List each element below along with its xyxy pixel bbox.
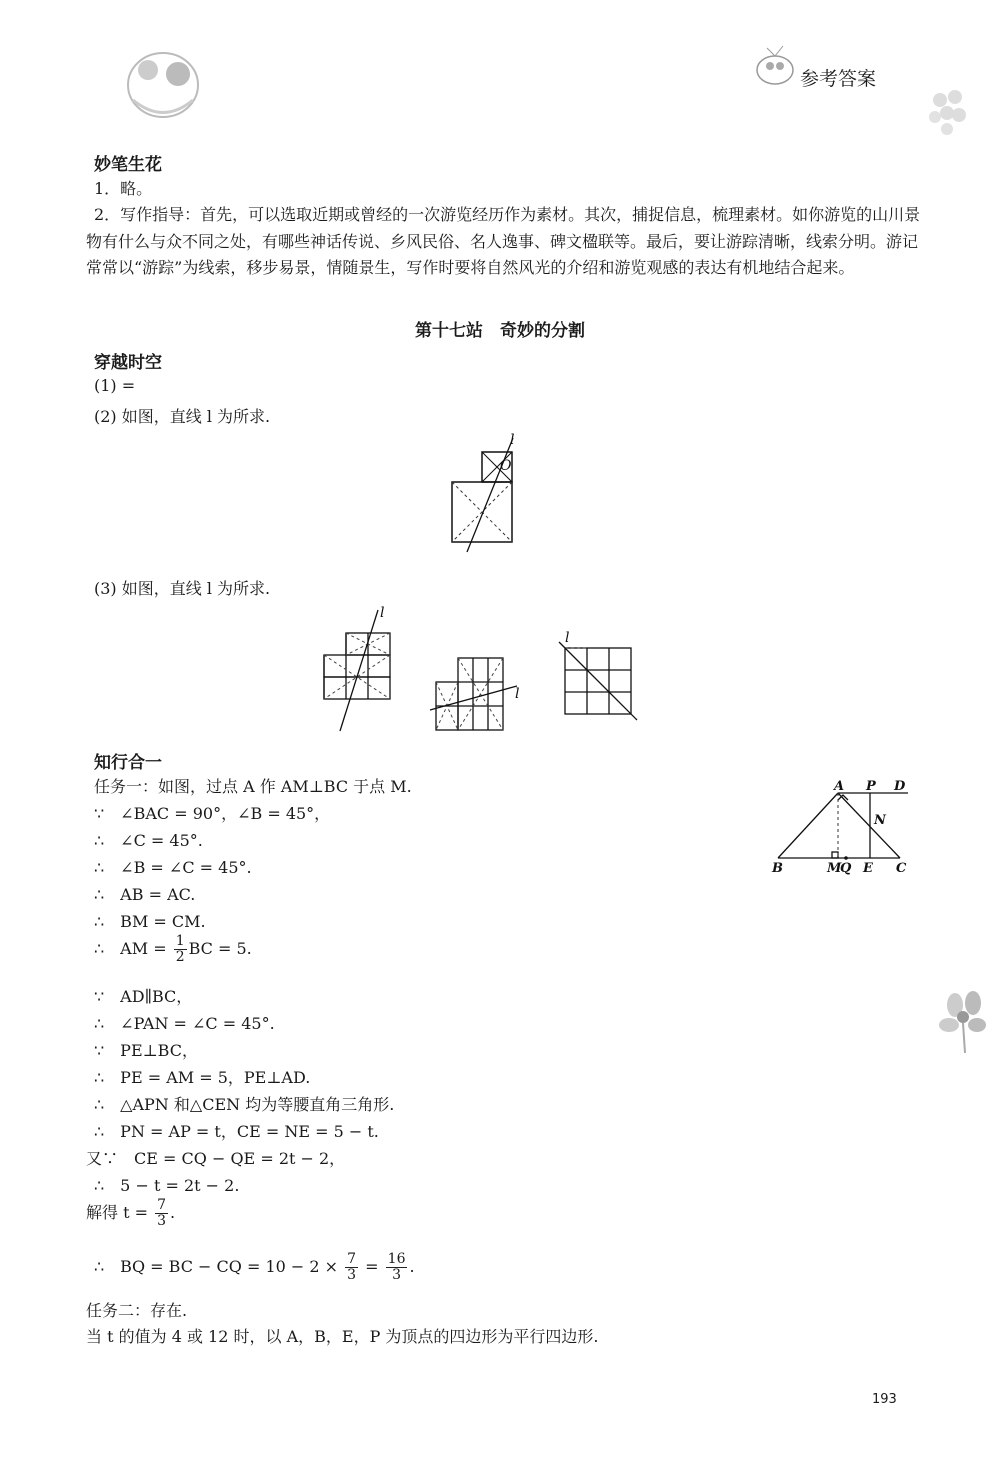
label-c: C [896, 861, 907, 876]
task2-line-2: 当 t 的值为 4 或 12 时，以 A，B，E，P 为顶点的四边形为平行四边形. [86, 1327, 599, 1346]
task2-line-1: 任务二：存在. [86, 1301, 188, 1320]
proof-line-10: ∵ PE⊥BC， [94, 1041, 198, 1060]
proof-line-14: 又∵ CE = CQ − QE = 2t − 2， [86, 1149, 346, 1168]
label-e: E [863, 861, 873, 876]
heading-miaobi: 妙笔生花 [94, 155, 162, 175]
proof-line-4: ∴ ∠B = ∠C = 45°. [94, 858, 252, 877]
proof-line-5: ∴ AB = AC. [94, 885, 196, 904]
proof-line-3: ∴ ∠C = 45°. [94, 831, 203, 850]
label-q: Q [840, 861, 852, 876]
decorative-mascot-icon [118, 30, 208, 130]
station-title: 第十七站 奇妙的分割 [415, 321, 585, 341]
line-label: l [510, 432, 515, 448]
label-a: A [834, 779, 845, 794]
label-m: M [827, 861, 842, 876]
figure-3a [316, 605, 416, 735]
q3-answer: (3) 如图，直线 l 为所求. [94, 579, 271, 598]
item-1: 1．略。 [94, 179, 153, 198]
proof-line-1: 任务一：如图，过点 A 作 AM⊥BC 于点 M. [94, 777, 412, 796]
fraction-7-3: $\frac{7}{3}$ [157, 1197, 167, 1229]
proof-line-13: ∴ PN = AP = t，CE = NE = 5 − t. [94, 1122, 379, 1141]
decorative-berry-icon [925, 85, 975, 145]
decorative-flower-icon [935, 985, 995, 1055]
item-2: 2．写作指导：首先，可以选取近期或曾经的一次游览经历作为素材。其次，捕捉信息，梳理素材。如你游览的山川景物有什么与众不同之处，有哪些神话传说、乡风民俗、名人逸事、碑文楹联等。最后，要让游踪清晰，线索分明。游记常常以“游踪”为线索，移步易景，情随景生，写作时要将自然风光的介绍和游览观感的表达有机地结合起来。 [86, 205, 921, 277]
fraction-16-3: $\frac{16}{3}$ [387, 1251, 406, 1283]
proof-line-2: ∵ ∠BAC = 90°，∠B = 45°， [94, 804, 331, 823]
fraction-half: $\frac{1}{2}$ [175, 933, 185, 965]
label-n: N [874, 813, 886, 828]
proof-line-8: ∵ AD∥BC， [94, 987, 193, 1006]
label-p: P [866, 779, 876, 794]
line-label-3b: l [515, 686, 520, 702]
line-label-3c: l [565, 630, 570, 646]
figure-3b [425, 650, 535, 735]
heading-zhixing: 知行合一 [94, 753, 162, 773]
proof-line-6: ∴ BM = CM. [94, 912, 206, 931]
header-title: 参考答案 [800, 68, 877, 90]
proof-line-7: ∴ AM = $\frac{1}{2}$ BC = 5. [94, 933, 252, 965]
q1-answer: (1) = [94, 376, 136, 395]
decorative-mascot-small-icon [752, 40, 798, 90]
page-number: 193 [872, 1392, 897, 1407]
label-d: D [894, 779, 906, 794]
proof-line-9: ∴ ∠PAN = ∠C = 45°. [94, 1014, 275, 1033]
proof-line-15: ∴ 5 − t = 2t − 2. [94, 1176, 240, 1195]
q2-answer: (2) 如图，直线 l 为所求. [94, 407, 271, 426]
proof-line-17: ∴ BQ = BC − CQ = 10 − 2 × $\frac{7}{3}$ = $\frac{16}{3}$ . [94, 1251, 415, 1283]
figure-triangle [770, 778, 920, 878]
proof-line-11: ∴ PE = AM = 5，PE⊥AD. [94, 1068, 311, 1087]
heading-chuanyue: 穿越时空 [94, 353, 162, 373]
line-label-3a: l [380, 605, 385, 621]
label-b: B [772, 861, 783, 876]
fraction-7-3b: $\frac{7}{3}$ [347, 1251, 357, 1283]
figure-3c [555, 628, 645, 723]
figure-2 [440, 430, 540, 555]
point-o-label: O [500, 458, 512, 474]
proof-line-16: 解得 t = $\frac{7}{3}$ . [86, 1197, 176, 1229]
proof-line-12: ∴ △APN 和△CEN 均为等腰直角三角形. [94, 1095, 395, 1114]
